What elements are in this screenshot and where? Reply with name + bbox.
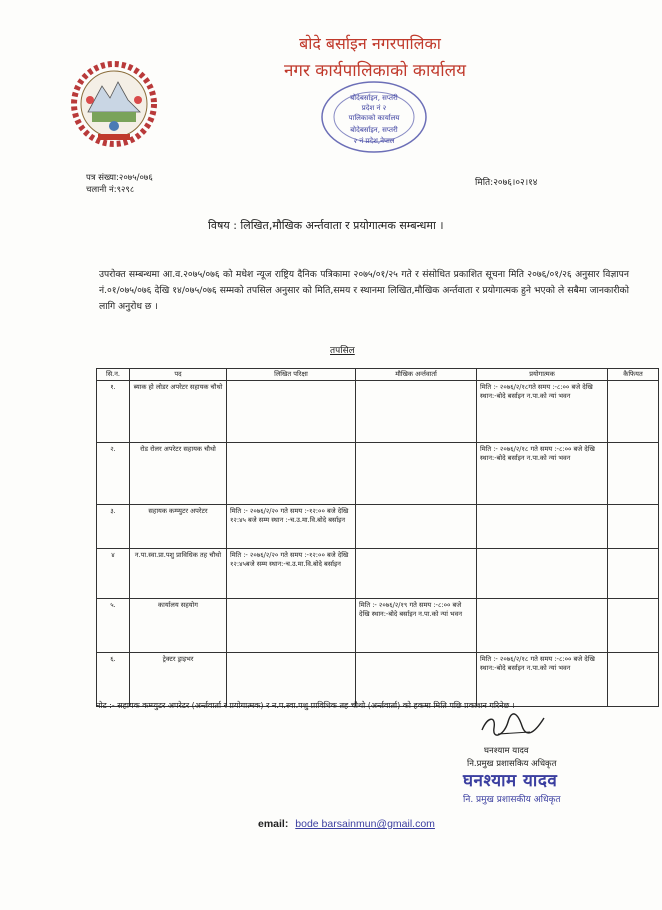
cell-remarks [608, 381, 659, 443]
cell-practical [477, 599, 608, 653]
cell-sn: २. [97, 443, 130, 505]
col-header-written: लिखित परिक्षा [227, 369, 356, 381]
table-row [97, 505, 659, 549]
cell-sn: १. [97, 381, 130, 443]
cell-oral [356, 381, 477, 443]
cell-oral: मिति :- २०७६/२/१९ गते समय :-८:०० बजे देखि स्थान:-बोदे बर्साइन न.पा.को न्यां भवन [356, 599, 477, 653]
letter-subject: विषय : लिखित,मौखिक अर्न्तवाता र प्रयोगात्मक सम्बन्धमा । [208, 219, 444, 232]
cell-written [227, 381, 356, 443]
cell-written [227, 599, 356, 653]
stamp-line-5: २ नं प्रदेश,नेपाल [353, 137, 395, 145]
schedule-title: तपसिल [330, 346, 355, 356]
cell-post: ब्याक हो लोडर अपरेटर सहायक चौथो [130, 381, 227, 443]
cell-written: मिति :- २०७६/२/२० गते समय :-१२:०० बजे देखि १२:४५ बजे सम्म स्थान :-च.उ.मा.वि.बोदे बर्साइन [227, 505, 356, 549]
reference-number: पत्र संख्या:२०७५/०७६ [86, 173, 153, 183]
cell-post: सहायक कम्प्युटर अपरेटर [130, 505, 227, 549]
cell-oral [356, 443, 477, 505]
cell-oral [356, 549, 477, 599]
email-label: email: [258, 818, 289, 830]
cell-practical: मिति :- २०७६/२/१८ गते समय :-८:०० बजे देखि स्थान:-बोदे बर्साइन न.पा.को न्यां भवन [477, 653, 608, 707]
schedule-table [96, 368, 659, 707]
cell-oral [356, 505, 477, 549]
cell-practical [477, 549, 608, 599]
signatory-name: घनश्याम यादव [484, 746, 529, 756]
letter-body: उपरोक्त सम्बन्धमा आ.व.२०७५/०७६ को मधेश न्यूज राष्ट्रिय दैनिक पत्रिकामा २०७५/०१/२५ गते र संसोधित प्रकाशित सूचना मिति २०७६/०१/२६ अनुसार विज्ञापन नं.०१/०७५/०७६ देखि १४/०७५/०७६ सम्मको तपसिल अनुसार को मिति,समय र स्थानमा लिखित,मौखिक अर्न्तवाता र प्रयोगात्मक हुने भएको ले सबैमा जानकारीको लागि अनुरोध छ । [99, 269, 629, 312]
cell-practical [477, 505, 608, 549]
cell-post: ट्रेक्टर ड्राइभर [130, 653, 227, 707]
stamp-line-4: बोदेबर्साइन, सप्तरी [350, 126, 398, 134]
cell-practical: मिति :- २०७६/२/१८गते समय :-८:०० बजे देखि स्थान:-बोदे बर्साइन न.पा.को न्यां भवन [477, 381, 608, 443]
stamp-line-1: बोदेबर्साइन, सप्तरी [350, 94, 398, 102]
letter-date: मिति:२०७६।०२।१४ [475, 178, 538, 188]
cell-post: न.पा.स्वा.प्रा.पशु प्राविधिक तह चौथो [130, 549, 227, 599]
handwritten-signature-icon [478, 712, 548, 740]
table-row [97, 443, 659, 505]
cell-sn: ५. [97, 599, 130, 653]
header-office-name: नगर कार्यपालिकाको कार्यालय [283, 61, 467, 81]
stamp-line-2: प्रदेश नं २ [361, 104, 387, 112]
office-stamp-icon [318, 78, 430, 156]
table-row [97, 599, 659, 653]
table-row [97, 381, 659, 443]
table-row [97, 549, 659, 599]
col-header-oral: मौखिक अर्न्तवार्ता [356, 369, 477, 381]
cell-oral [356, 653, 477, 707]
cell-remarks [608, 443, 659, 505]
cell-written: मिति :- २०७६/२/२० गते समय :-१२:०० बजे देखि १२:४५बजे सम्म स्थान:-च.उ.मा.वि.बोदे बर्साइन [227, 549, 356, 599]
cell-sn: ४ [97, 549, 130, 599]
cell-post: कार्यालय सहयोग [130, 599, 227, 653]
footnote: नोट :- सहायक कम्प्युटर अपरेटर (अर्न्तवार्ता र प्रयोगात्मक) र न.प.स्वा.पशु प्राविधिक तह चौथो (अर्न्तवार्ता) को हकमा मिति पछि प्रकाशन गरिनेछ । [96, 701, 515, 710]
cell-post: रोड रोलर अपरेटर सहायक चौथो [130, 443, 227, 505]
cell-remarks [608, 549, 659, 599]
cell-practical: मिति :- २०७६/२/१८ गते समय :-८:०० बजे देखि स्थान:-बोदे बर्साइन न.पा.को न्यां भवन [477, 443, 608, 505]
col-header-remarks: कैफियत [608, 369, 659, 381]
signatory-designation: नि.प्रमुख प्रशासकिय अधिकृत [467, 759, 557, 769]
dispatch-number: चलानी नं:९२९८ [86, 185, 135, 195]
col-header-practical: प्रयोगात्मक [477, 369, 608, 381]
cell-remarks [608, 505, 659, 549]
designation-stamp: नि. प्रमुख प्रशासकीय अधिकृत [463, 795, 561, 805]
cell-written [227, 653, 356, 707]
name-stamp: घनश्याम यादव [463, 771, 558, 791]
nepal-emblem-icon [70, 60, 158, 148]
cell-sn: ३. [97, 505, 130, 549]
header-municipality-name: बोदे बर्साइन नगरपालिका [299, 34, 441, 53]
cell-remarks [608, 599, 659, 653]
col-header-post: पद [130, 369, 227, 381]
table-header-row [97, 369, 659, 381]
cell-remarks [608, 653, 659, 707]
stamp-line-3: पालिकाको कार्यालय [348, 114, 400, 122]
col-header-sn: सि.न. [97, 369, 130, 381]
footer-email [258, 818, 435, 830]
table-row [97, 653, 659, 707]
cell-sn: ६. [97, 653, 130, 707]
email-link[interactable]: bode barsainmun@gmail.com [295, 818, 435, 830]
cell-written [227, 443, 356, 505]
